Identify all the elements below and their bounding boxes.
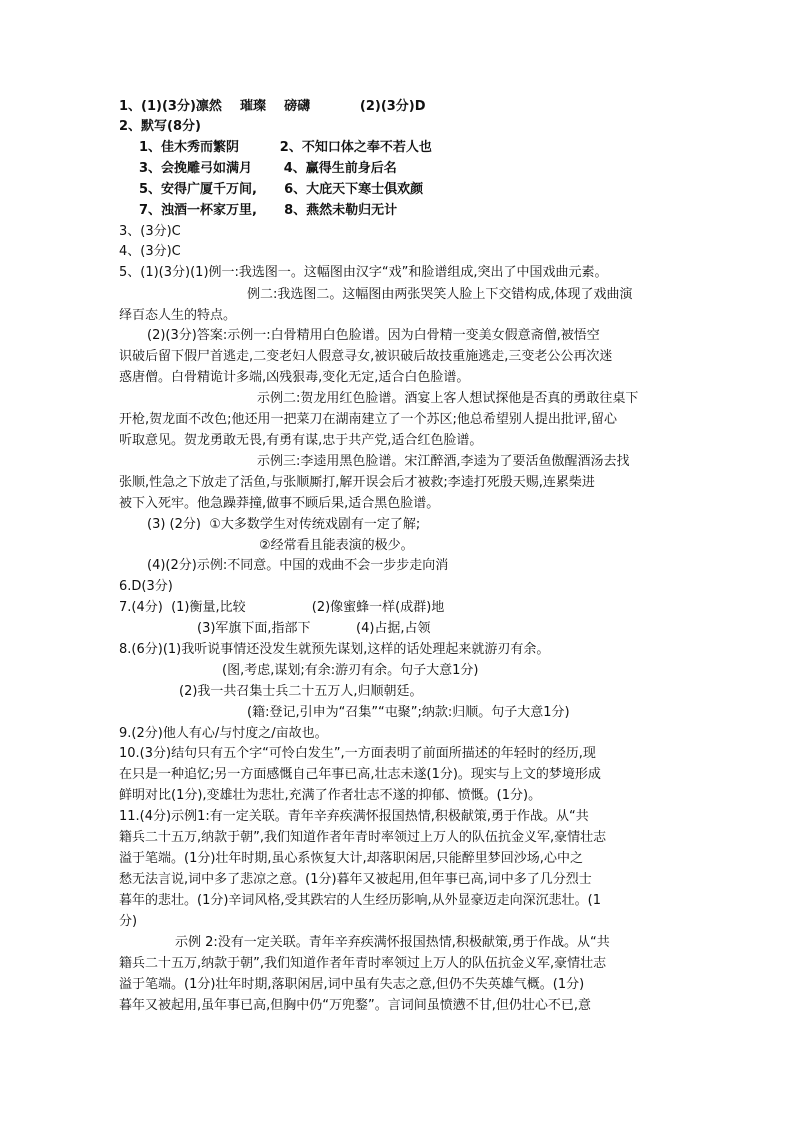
answer-line: 例二:我选图二。这幅图由两张哭笑人脸上下交错构成,体现了戏曲演 bbox=[247, 287, 633, 302]
answer-line: 5、(1)(3分)(1)例一:我选图一。这幅图由汉字“戏”和脸谱组成,突出了中国戏曲元素。 bbox=[119, 265, 608, 280]
answer-line: 7.(4分) (1)衡量,比较 (2)像蜜蜂一样(成群)地 bbox=[119, 600, 445, 615]
answer-line: 被下入死牢。他急躁莽撞,做事不顾后果,适合黑色脸谱。 bbox=[119, 496, 440, 511]
answer-line: 开枪,贺龙面不改色;他还用一把菜刀在湖南建立了一个苏区;他总希望别人提出批评,留心 bbox=[119, 412, 618, 427]
answer-line: 分) bbox=[119, 914, 138, 929]
answer-line: 3、会挽雕弓如满月 4、赢得生前身后名 bbox=[139, 161, 397, 176]
answer-line: ②经常看且能表演的极少。 bbox=[259, 538, 414, 553]
answer-line: (4)(2分)示例:不同意。中国的戏曲不会一步步走向消 bbox=[147, 558, 449, 573]
answer-line: 示例 2:没有一定关联。青年辛弃疾满怀报国热情,积极献策,勇于作战。从“共 bbox=[175, 935, 610, 950]
answer-line: (2)我一共召集士兵二十五万人,归顺朝廷。 bbox=[179, 684, 423, 699]
answer-line: 惑唐僧。白骨精诡计多端,凶残狠毒,变化无定,适合白色脸谱。 bbox=[119, 370, 470, 385]
answer-line: 7、浊酒一杯家万里, 8、燕然未勒归无计 bbox=[139, 203, 398, 218]
answer-line: 张顺,性急之下放走了活鱼,与张顺厮打,解开误会后才被救;李逵打死殷天赐,连累柴进 bbox=[119, 475, 595, 490]
answer-line: 11.(4分)示例1:有一定关联。青年辛弃疾满怀报国热情,积极献策,勇于作战。从“共 bbox=[119, 809, 589, 824]
answer-line: 3、(3分)C bbox=[119, 224, 181, 239]
answer-line: 6.D(3分) bbox=[119, 579, 173, 594]
answer-line: 籍兵二十五万,纳款于朝”,我们知道作者年青时率领过上万人的队伍抗金义军,豪情壮志 bbox=[119, 830, 607, 845]
answer-line: 4、(3分)C bbox=[119, 244, 181, 259]
answer-line: 绎百态人生的特点。 bbox=[119, 308, 237, 323]
answer-line: 愁无法言说,词中多了悲凉之意。(1分)暮年又被起用,但年事已高,词中多了几分烈士 bbox=[119, 872, 592, 887]
answer-line: (3)军旗下面,指部下 (4)占据,占领 bbox=[197, 621, 431, 636]
answer-line: 在只是一种追忆;另一方面感慨自己年事已高,壮志未遂(1分)。现实与上文的梦境形成 bbox=[119, 767, 601, 782]
answer-line: (籍:登记,引申为“召集”“屯聚”;纳款:归顺。句子大意1分) bbox=[247, 705, 570, 720]
answer-line: (3) (2分) ①大多数学生对传统戏剧有一定了解; bbox=[147, 517, 421, 532]
answer-line: 溢于笔端。(1分)壮年时期,落职闲居,词中虽有失志之意,但仍不失英雄气概。(1分) bbox=[119, 977, 585, 992]
answer-line: 8.(6分)(1)我听说事情还没发生就预先谋划,这样的话处理起来就游刃有余。 bbox=[119, 642, 550, 657]
answer-line: 10.(3分)结句只有五个字“可怜白发生”,一方面表明了前面所描述的年轻时的经历,现 bbox=[119, 746, 596, 761]
answer-line: 暮年又被起用,虽年事已高,但胸中仍“万兜鍪”。言词间虽愤懑不甘,但仍壮心不已,意 bbox=[119, 998, 591, 1013]
answer-line: 鲜明对比(1分),变雄壮为悲壮,充满了作者壮志不遂的抑郁、愤慨。(1分)。 bbox=[119, 788, 542, 803]
answer-line: 9.(2分)他人有心/与忖度之/亩故也。 bbox=[119, 726, 328, 741]
answer-line: 识破后留下假尸首逃走,二变老妇人假意寻女,被识破后故技重施逃走,三变老公公再次迷 bbox=[119, 349, 613, 364]
answer-line: 示例三:李逵用黑色脸谱。宋江醉酒,李逵为了要活鱼傲醒酒汤去找 bbox=[257, 454, 630, 469]
answer-line: 1、佳木秀而繁阴 2、不知口体之奉不若人也 bbox=[139, 140, 432, 155]
answer-line: 溢于笔端。(1分)壮年时期,虽心系恢复大计,却落职闲居,只能醉里梦回沙场,心中之 bbox=[119, 851, 583, 866]
answer-line: 籍兵二十五万,纳款于朝”,我们知道作者年青时率领过上万人的队伍抗金义军,豪情壮志 bbox=[119, 956, 607, 971]
answer-line: 5、安得广厦千万间, 6、大庇天下寒士俱欢颜 bbox=[139, 182, 424, 197]
answer-line: (图,考虑,谋划;有余:游刃有余。句子大意1分) bbox=[222, 663, 479, 678]
answer-line: 暮年的悲壮。(1分)辛词风格,受其跌宕的人生经历影响,从外显豪迈走向深沉悲壮。(1 bbox=[119, 893, 602, 908]
answer-line: 听取意见。贺龙勇敢无畏,有勇有谋,忠于共产党,适合红色脸谱。 bbox=[119, 433, 483, 448]
answer-line: (2)(3分)答案:示例一:白骨精用白色脸谱。因为白骨精一变美女假意斋僧,被悟空 bbox=[147, 328, 600, 343]
answer-line: 示例二:贺龙用红色脸谱。酒宴上客人想试探他是否真的勇敢往桌下 bbox=[257, 391, 639, 406]
answer-line: 2、默写(8分) bbox=[119, 119, 201, 134]
answer-line: 1、(1)(3分)凛然 璀璨 磅礴 (2)(3分)D bbox=[119, 99, 426, 114]
